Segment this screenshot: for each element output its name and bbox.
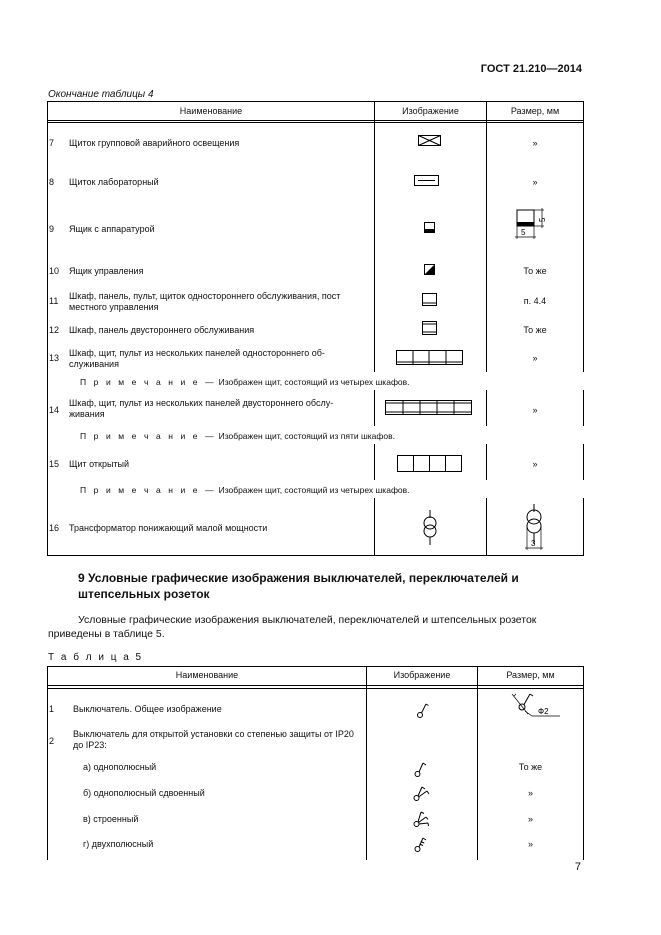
table-row-subitem: в) строенный [83, 814, 139, 824]
table-row-size: То же [523, 325, 547, 335]
t4-col-name: Наименование [179, 106, 243, 116]
two-pole-switch-icon [414, 834, 430, 854]
table-row-size: » [532, 138, 538, 148]
table-row-subitem: г) двухполюсный [83, 839, 154, 849]
equipment-box-dimension-icon [512, 206, 548, 244]
dimension-label: 5 [521, 228, 526, 237]
table-row-size: » [532, 459, 538, 469]
table-note: П р и м е ч а н и е — Изображен щит, состоящий из четырех шкафов. [80, 485, 410, 495]
table-note: П р и м е ч а н и е — Изображен щит, состоящий из пяти шкафов. [80, 431, 395, 441]
switch-dimension-icon [508, 690, 564, 720]
single-pole-switch-icon [414, 759, 430, 779]
open-board-icon [397, 455, 465, 473]
table-row-num: 15 [49, 459, 60, 469]
t4-col-image: Изображение [402, 106, 459, 116]
multi-panel-double-sided-icon [385, 400, 475, 416]
switch-general-icon [416, 702, 430, 720]
equipment-box-icon [424, 222, 436, 234]
table-row-subitem: б) однополюсный сдвоенный [83, 788, 205, 798]
table-row-name: Шкаф, панель, пульт, щиток одностороннего обслуживания, пост местного управления [69, 291, 341, 312]
emergency-lighting-panel-icon [418, 135, 442, 147]
table-row-name: Выключатель для открытой установки со степенью защиты от IP20 до IP23: [73, 729, 354, 750]
standard-number: ГОСТ 21.210—2014 [480, 63, 582, 75]
table-row-size: То же [518, 762, 543, 772]
page-number: 7 [574, 861, 581, 873]
t5-col-name: Наименование [175, 670, 239, 680]
table-row-size: » [532, 177, 538, 187]
table-row-num: 1 [49, 704, 55, 714]
table-row-name: Ящик с аппаратурой [69, 224, 155, 234]
table-row-num: 9 [49, 224, 55, 234]
table-row-size: п. 4.4 [523, 296, 547, 306]
t5-col-size: Размер, мм [506, 670, 555, 680]
table-row-num: 11 [49, 296, 59, 306]
dimension-label: Ф2 [538, 707, 549, 716]
table-row-num: 14 [49, 405, 60, 415]
table-row-name: Шкаф, панель двустороннего обслуживания [69, 325, 255, 335]
dimension-label: 5 [538, 217, 547, 222]
table-row-num: 13 [49, 353, 60, 363]
t4-col-size: Размер, мм [510, 106, 560, 116]
table-row-name: Шкаф, щит, пульт из нескольких панелей двустороннего обслу-живания [69, 398, 334, 419]
table-row-name: Ящик управления [69, 266, 144, 276]
t5-col-image: Изображение [393, 670, 451, 680]
table-row-num: 16 [49, 523, 60, 533]
table-row-name: Выключатель. Общее изображение [73, 704, 222, 714]
table-row-size: » [527, 814, 533, 824]
triple-switch-icon [413, 807, 435, 829]
double-single-pole-switch-icon [413, 783, 435, 803]
table-row-num: 10 [49, 266, 60, 276]
table5-caption: Т а б л и ц а 5 [48, 652, 144, 663]
table-row-name: Щиток групповой аварийного освещения [69, 138, 240, 148]
table-row-name: Щиток лабораторный [69, 177, 159, 187]
multi-panel-single-sided-icon [396, 350, 466, 366]
table-row-num: 12 [49, 325, 60, 335]
section-heading: 9 Условные графические изображения выключателей, переключателей и штепсельных розеток [78, 571, 519, 601]
section-paragraph: Условные графические изображения выключателей, переключателей и штепсельных розеток приведены в таблице 5. [48, 614, 537, 640]
table-row-subitem: а) однополюсный [83, 762, 157, 772]
control-box-icon [424, 264, 436, 276]
table-note: П р и м е ч а н и е — Изображен щит, состоящий из четырех шкафов. [80, 377, 410, 387]
table-row-num: 8 [49, 177, 55, 187]
transformer-dimension-icon [518, 504, 552, 554]
double-sided-cabinet-icon [422, 321, 438, 336]
table-row-num: 7 [49, 138, 55, 148]
table-row-name: Шкаф, щит, пульт из нескольких панелей одностороннего об-служивания [69, 348, 325, 369]
table-row-size: » [527, 839, 533, 849]
table-row-name: Трансформатор понижающий малой мощности [69, 523, 268, 533]
table-row-name: Щит открытый [69, 459, 130, 469]
laboratory-panel-icon [414, 175, 440, 187]
table-row-size: То же [523, 266, 547, 276]
single-sided-cabinet-icon [422, 293, 438, 307]
table-row-size: » [532, 405, 538, 415]
table-row-size: » [532, 353, 538, 363]
step-down-transformer-icon [420, 510, 440, 546]
table4-caption: Окончание таблицы 4 [48, 89, 154, 100]
table-row-size: » [527, 788, 533, 798]
dimension-label: 3 [531, 539, 536, 548]
table-row-num: 2 [49, 736, 55, 746]
